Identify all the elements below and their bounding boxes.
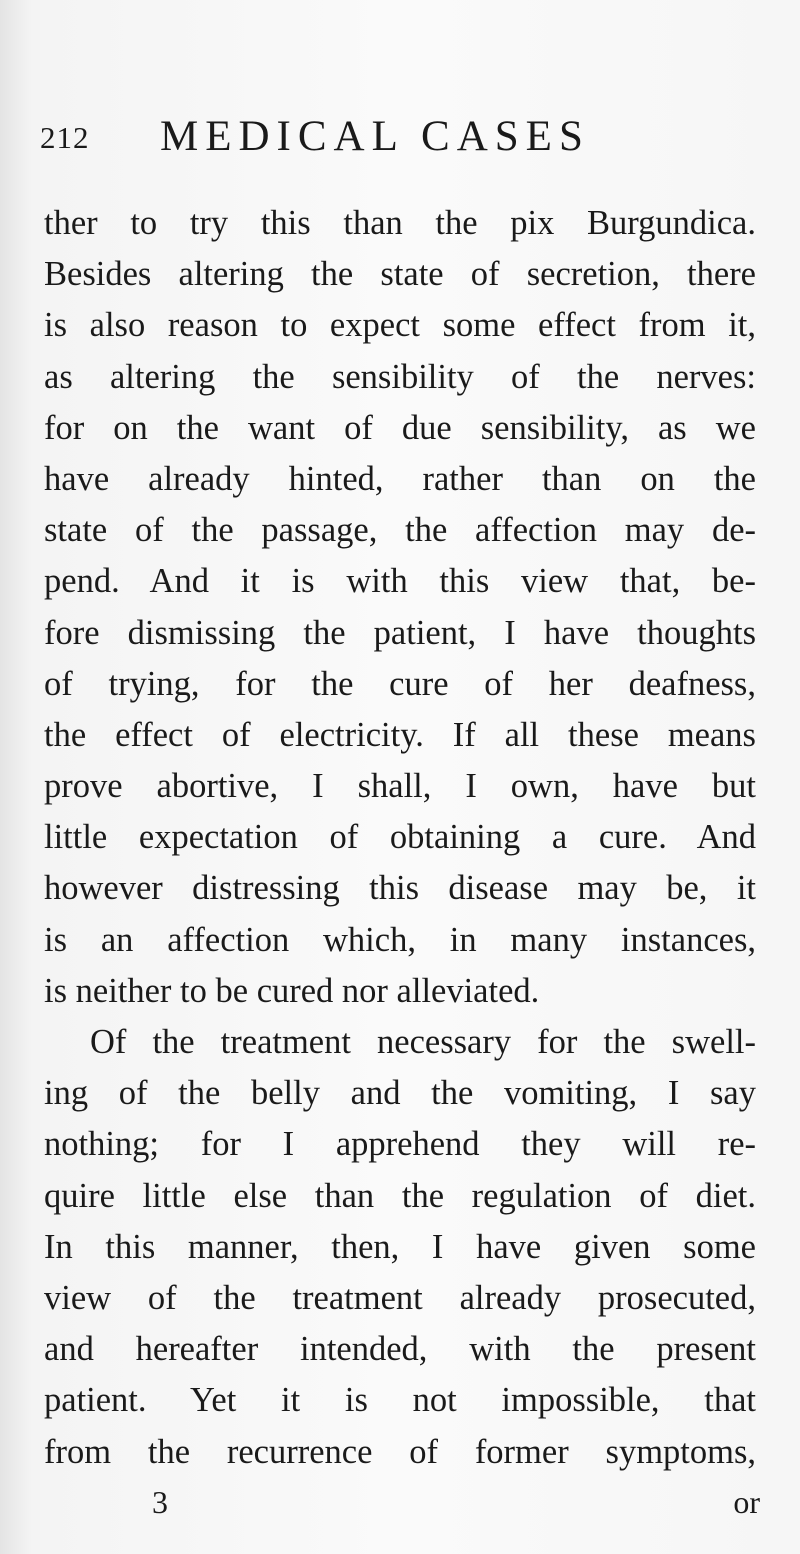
text-line: and hereafter intended, with the present (44, 1330, 756, 1369)
text-line: little expectation of obtaining a cure. And (44, 818, 756, 857)
running-title: MEDICAL CASES (160, 113, 590, 160)
text-line: from the recurrence of former symptoms, (44, 1432, 756, 1471)
signature-mark: 3 (152, 1484, 168, 1520)
page-header (40, 112, 740, 162)
page-footer (40, 1484, 760, 1534)
text-line: nothing; for I apprehend they will re- (44, 1125, 756, 1164)
text-line: In this manner, then, I have given some (44, 1227, 756, 1266)
text-line: state of the passage, the affection may de- (44, 511, 756, 550)
text-line: have already hinted, rather than on the (44, 459, 756, 498)
text-line: quire little else than the regulation of diet. (44, 1176, 756, 1215)
text-line: ther to try this than the pix Burgundica. (44, 204, 756, 242)
text-line: is also reason to expect some effect from it, (44, 306, 756, 345)
paragraph-end-line: is neither to be cured nor alleviated. (44, 971, 540, 1010)
text-line: is an affection which, in many instances, (44, 920, 756, 959)
text-line: the effect of electricity. If all these means (44, 715, 756, 754)
text-line: of trying, for the cure of her deafness, (44, 664, 756, 703)
text-line: prove abortive, I shall, I own, have but (44, 767, 756, 806)
text-line: as altering the sensibility of the nerves: (44, 357, 756, 396)
body-text (44, 198, 756, 1478)
paragraph-start-line: Of the treatment necessary for the swell- (90, 1023, 756, 1061)
text-line: Besides altering the state of secretion, there (44, 255, 756, 294)
text-line: ing of the belly and the vomiting, I say (44, 1074, 756, 1113)
text-line: fore dismissing the patient, I have thoughts (44, 613, 756, 652)
text-line: for on the want of due sensibility, as we (44, 408, 756, 447)
text-line: however distressing this disease may be, it (44, 869, 756, 908)
text-line: view of the treatment already prosecuted, (44, 1278, 756, 1317)
text-line: patient. Yet it is not impossible, that (44, 1381, 756, 1420)
page-number: 212 (40, 120, 90, 155)
catchword: or (733, 1484, 760, 1520)
text-line: pend. And it is with this view that, be- (44, 562, 756, 601)
